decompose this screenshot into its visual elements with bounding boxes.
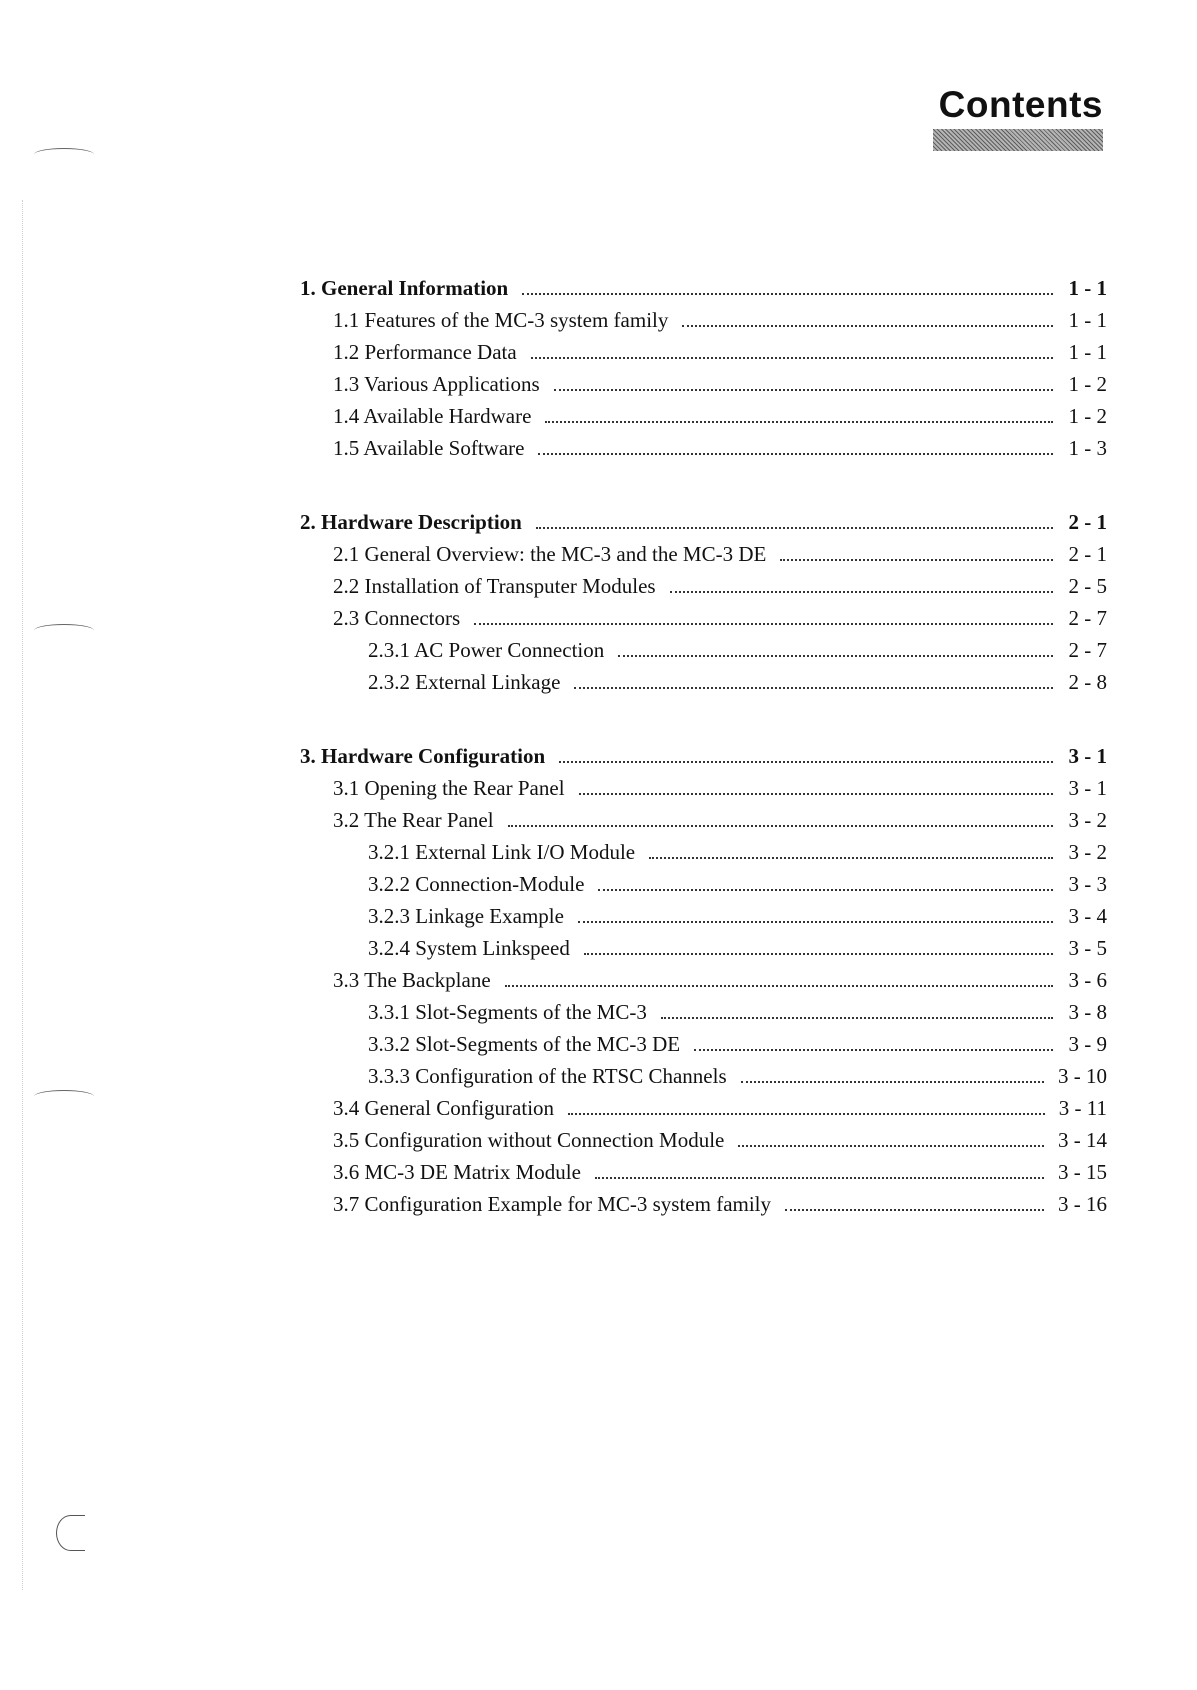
dot-leader (785, 1209, 1044, 1211)
dot-leader (584, 953, 1053, 955)
toc-entry-label: 1.1 Features of the MC-3 system family (333, 308, 669, 332)
toc-section (300, 276, 1107, 468)
toc-section (300, 744, 1107, 1224)
toc-page-number: 3 - 2 (1068, 840, 1107, 864)
toc-page-number: 3 - 4 (1068, 904, 1107, 928)
dot-leader (508, 825, 1053, 827)
toc-entry[interactable] (300, 1096, 1107, 1128)
title-underline-bar (933, 129, 1103, 151)
toc-entry[interactable] (300, 1032, 1107, 1064)
toc-page-number: 3 - 10 (1058, 1064, 1107, 1088)
toc-page-number: 2 - 8 (1068, 670, 1107, 694)
dot-leader (738, 1145, 1044, 1147)
toc-entry-label: 3.3.3 Configuration of the RTSC Channels (368, 1064, 727, 1088)
toc-entry-label: 3.2.2 Connection-Module (368, 872, 585, 896)
dot-leader (694, 1049, 1053, 1051)
toc-page-number: 3 - 15 (1058, 1160, 1107, 1184)
toc-entry[interactable] (300, 968, 1107, 1000)
toc-entry[interactable] (300, 840, 1107, 872)
toc-page-number: 1 - 1 (1068, 340, 1107, 364)
toc-entry[interactable] (300, 1192, 1107, 1224)
toc-page-number: 3 - 5 (1068, 936, 1107, 960)
toc-entry-label: 2.1 General Overview: the MC-3 and the MC-3 DE (333, 542, 767, 566)
dot-leader (595, 1177, 1044, 1179)
toc-entry-label: 2. Hardware Description (300, 510, 522, 534)
toc-entry[interactable] (300, 638, 1107, 670)
toc-page-number: 3 - 8 (1068, 1000, 1107, 1024)
toc-entry[interactable] (300, 670, 1107, 702)
toc-entry-label: 3.2 The Rear Panel (333, 808, 494, 832)
dot-leader (538, 453, 1053, 455)
toc-entry[interactable] (300, 436, 1107, 468)
toc-entry-label: 3.3 The Backplane (333, 968, 491, 992)
toc-entry-label: 2.2 Installation of Transputer Modules (333, 574, 656, 598)
dot-leader (531, 357, 1053, 359)
toc-entry-label: 3.2.4 System Linkspeed (368, 936, 570, 960)
toc-section (300, 510, 1107, 702)
toc-entry[interactable] (300, 1160, 1107, 1192)
toc-entry[interactable] (300, 936, 1107, 968)
dot-leader (649, 857, 1053, 859)
toc-entry-label: 1.4 Available Hardware (333, 404, 532, 428)
toc-page-number: 1 - 1 (1068, 308, 1107, 332)
toc-page-number: 3 - 1 (1068, 744, 1107, 768)
dot-leader (545, 421, 1053, 423)
toc-entry-label: 3.2.1 External Link I/O Module (368, 840, 636, 864)
toc-entry[interactable] (300, 606, 1107, 638)
toc-page-number: 3 - 14 (1058, 1128, 1107, 1152)
toc-entry[interactable] (300, 1064, 1107, 1096)
toc-entry[interactable] (300, 904, 1107, 936)
binder-hole-mark (56, 1515, 85, 1551)
toc-chapter-heading[interactable] (300, 276, 1107, 308)
toc-entry[interactable] (300, 542, 1107, 574)
toc-entry[interactable] (300, 574, 1107, 606)
dot-leader (618, 655, 1053, 657)
toc-entry-label: 3.6 MC-3 DE Matrix Module (333, 1160, 581, 1184)
toc-entry[interactable] (300, 808, 1107, 840)
toc-page-number: 2 - 7 (1068, 606, 1107, 630)
toc-chapter-heading[interactable] (300, 744, 1107, 776)
toc-entry-label: 3. Hardware Configuration (300, 744, 546, 768)
toc-entry-label: 3.5 Configuration without Connection Module (333, 1128, 725, 1152)
toc-page-number: 2 - 1 (1068, 510, 1107, 534)
toc-entry-label: 1. General Information (300, 276, 509, 300)
toc-page-number: 1 - 3 (1068, 436, 1107, 460)
dot-leader (741, 1081, 1044, 1083)
toc-page-number: 1 - 2 (1068, 372, 1107, 396)
toc-entry-label: 1.2 Performance Data (333, 340, 517, 364)
dot-leader (579, 793, 1053, 795)
dot-leader (661, 1017, 1053, 1019)
toc-entry[interactable] (300, 776, 1107, 808)
toc-entry-label: 1.3 Various Applications (333, 372, 540, 396)
toc-page-number: 3 - 3 (1068, 872, 1107, 896)
dot-leader (505, 985, 1053, 987)
dot-leader (559, 761, 1053, 763)
toc-page-number: 3 - 16 (1058, 1192, 1107, 1216)
dot-leader (554, 389, 1053, 391)
binder-hole-mark (34, 624, 94, 637)
toc-entry-label: 2.3.2 External Linkage (368, 670, 561, 694)
toc-page-number: 3 - 9 (1068, 1032, 1107, 1056)
toc-entry-label: 3.1 Opening the Rear Panel (333, 776, 565, 800)
toc-page-number: 1 - 2 (1068, 404, 1107, 428)
toc-entry[interactable] (300, 1128, 1107, 1160)
toc-entry-label: 3.3.1 Slot-Segments of the MC-3 (368, 1000, 647, 1024)
dot-leader (598, 889, 1053, 891)
toc-page-number: 2 - 5 (1068, 574, 1107, 598)
toc-entry-label: 3.4 General Configuration (333, 1096, 555, 1120)
dot-leader (536, 527, 1053, 529)
dot-leader (682, 325, 1053, 327)
toc-entry[interactable] (300, 1000, 1107, 1032)
toc-page-number: 1 - 1 (1068, 276, 1107, 300)
scan-edge-rule (22, 200, 23, 1590)
toc-page-number: 3 - 11 (1058, 1096, 1107, 1120)
dot-leader (568, 1113, 1045, 1115)
binder-hole-mark (34, 1090, 94, 1103)
toc-entry[interactable] (300, 308, 1107, 340)
table-of-contents (300, 276, 1107, 1266)
toc-page-number: 2 - 1 (1068, 542, 1107, 566)
toc-page-number: 3 - 1 (1068, 776, 1107, 800)
toc-entry[interactable] (300, 404, 1107, 436)
dot-leader (574, 687, 1053, 689)
toc-page-number: 3 - 2 (1068, 808, 1107, 832)
dot-leader (780, 559, 1053, 561)
toc-entry[interactable] (300, 340, 1107, 372)
page-title: Contents (938, 84, 1103, 125)
toc-entry-label: 3.2.3 Linkage Example (368, 904, 564, 928)
toc-entry-label: 1.5 Available Software (333, 436, 525, 460)
toc-entry-label: 3.3.2 Slot-Segments of the MC-3 DE (368, 1032, 681, 1056)
dot-leader (670, 591, 1053, 593)
toc-page-number: 3 - 6 (1068, 968, 1107, 992)
dot-leader (522, 293, 1053, 295)
binder-hole-mark (34, 148, 94, 161)
toc-entry[interactable] (300, 372, 1107, 404)
toc-entry-label: 2.3 Connectors (333, 606, 461, 630)
dot-leader (474, 623, 1053, 625)
toc-entry-label: 3.7 Configuration Example for MC-3 system family (333, 1192, 772, 1216)
dot-leader (578, 921, 1053, 923)
toc-page-number: 2 - 7 (1068, 638, 1107, 662)
toc-entry[interactable] (300, 872, 1107, 904)
toc-chapter-heading[interactable] (300, 510, 1107, 542)
toc-entry-label: 2.3.1 AC Power Connection (368, 638, 605, 662)
